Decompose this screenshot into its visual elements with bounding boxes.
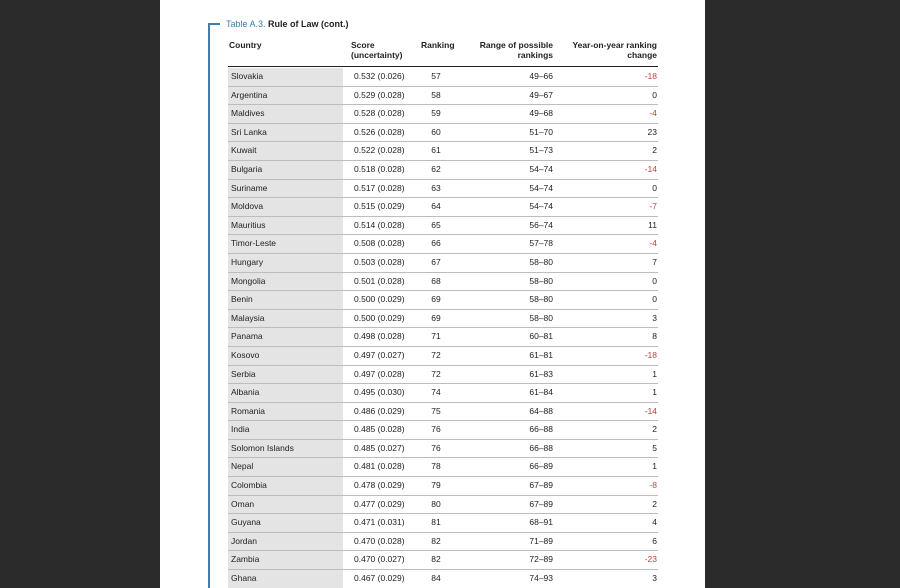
ranking-cell: 75 xyxy=(431,405,441,416)
country-cell: Panama xyxy=(228,328,343,346)
range-cell: 51–70 xyxy=(529,126,553,137)
country-cell: Maldives xyxy=(228,105,343,123)
score-cell: 0.495 (0.030) xyxy=(354,387,405,398)
ranking-cell: 69 xyxy=(431,294,441,305)
range-cell: 64–88 xyxy=(529,405,553,416)
range-cell: 67–89 xyxy=(529,480,553,491)
yoy-change-cell: -4 xyxy=(649,238,657,249)
yoy-change-cell: 7 xyxy=(652,256,657,267)
range-cell: 54–74 xyxy=(529,201,553,212)
table-row xyxy=(228,124,658,143)
range-cell: 66–88 xyxy=(529,442,553,453)
ranking-cell: 82 xyxy=(431,554,441,565)
yoy-change-cell: 3 xyxy=(652,573,657,584)
table-row xyxy=(228,235,658,254)
range-cell: 66–88 xyxy=(529,424,553,435)
table-row xyxy=(228,291,658,310)
country-cell: Jordan xyxy=(228,533,343,551)
range-cell: 61–83 xyxy=(529,368,553,379)
range-cell: 49–68 xyxy=(529,108,553,119)
range-cell: 49–66 xyxy=(529,71,553,81)
country-cell: Romania xyxy=(228,403,343,421)
yoy-change-cell: 8 xyxy=(652,331,657,342)
country-cell: Kuwait xyxy=(228,142,343,160)
table-row xyxy=(228,105,658,124)
ranking-cell: 80 xyxy=(431,498,441,509)
header-yoy-line1: Year-on-year ranking xyxy=(572,40,657,50)
table-row xyxy=(228,328,658,347)
score-cell: 0.470 (0.027) xyxy=(354,554,405,565)
yoy-change-cell: 1 xyxy=(652,387,657,398)
table-row xyxy=(228,458,658,477)
yoy-change-cell: 0 xyxy=(652,275,657,286)
country-cell: Malaysia xyxy=(228,310,343,328)
header-rule xyxy=(228,66,658,67)
country-cell: Mauritius xyxy=(228,217,343,235)
yoy-change-cell: 2 xyxy=(652,424,657,435)
ranking-cell: 69 xyxy=(431,312,441,323)
ranking-cell: 72 xyxy=(431,349,441,360)
table-row xyxy=(228,217,658,236)
ranking-cell: 60 xyxy=(431,126,441,137)
ranking-cell: 62 xyxy=(431,163,441,174)
country-cell: Oman xyxy=(228,496,343,514)
yoy-change-cell: 23 xyxy=(647,126,657,137)
country-cell: Timor-Leste xyxy=(228,235,343,253)
score-cell: 0.528 (0.028) xyxy=(354,108,405,119)
country-cell: Argentina xyxy=(228,87,343,105)
range-cell: 74–93 xyxy=(529,573,553,584)
table-row xyxy=(228,533,658,552)
ranking-cell: 82 xyxy=(431,535,441,546)
table-row xyxy=(228,551,658,570)
range-cell: 56–74 xyxy=(529,219,553,230)
range-cell: 54–74 xyxy=(529,163,553,174)
country-cell: Colombia xyxy=(228,477,343,495)
country-cell: Serbia xyxy=(228,366,343,384)
score-cell: 0.517 (0.028) xyxy=(354,182,405,193)
ranking-cell: 76 xyxy=(431,442,441,453)
table-number: Table A.3. xyxy=(226,19,266,29)
score-cell: 0.500 (0.029) xyxy=(354,294,405,305)
header-country: Country xyxy=(229,40,262,50)
table-row xyxy=(228,68,658,87)
country-cell: Ghana xyxy=(228,570,343,588)
ranking-cell: 76 xyxy=(431,424,441,435)
range-cell: 58–80 xyxy=(529,256,553,267)
country-cell: Mongolia xyxy=(228,273,343,291)
country-cell: Benin xyxy=(228,291,343,309)
ranking-cell: 84 xyxy=(431,573,441,584)
ranking-cell: 74 xyxy=(431,387,441,398)
ranking-cell: 81 xyxy=(431,517,441,528)
country-cell: Suriname xyxy=(228,180,343,198)
table-body xyxy=(228,68,658,588)
table-row xyxy=(228,161,658,180)
table-side-rule xyxy=(208,23,210,588)
ranking-cell: 61 xyxy=(431,145,441,156)
yoy-change-cell: 6 xyxy=(652,535,657,546)
ranking-cell: 65 xyxy=(431,219,441,230)
ranking-cell: 59 xyxy=(431,108,441,119)
score-cell: 0.470 (0.028) xyxy=(354,535,405,546)
table-row xyxy=(228,384,658,403)
yoy-change-cell: 11 xyxy=(648,219,657,230)
score-cell: 0.481 (0.028) xyxy=(354,461,405,472)
header-score xyxy=(351,40,402,60)
header-ranking: Ranking xyxy=(421,40,455,50)
yoy-change-cell: -14 xyxy=(644,405,657,416)
header-yoy-change xyxy=(556,40,657,60)
country-cell: Moldova xyxy=(228,198,343,216)
range-cell: 71–89 xyxy=(529,535,553,546)
table-row xyxy=(228,198,658,217)
score-cell: 0.478 (0.029) xyxy=(354,480,405,491)
score-cell: 0.498 (0.028) xyxy=(354,331,405,342)
table-row xyxy=(228,310,658,329)
table-row xyxy=(228,496,658,515)
range-cell: 54–74 xyxy=(529,182,553,193)
ranking-cell: 78 xyxy=(431,461,441,472)
range-cell: 51–73 xyxy=(529,145,553,156)
range-cell: 58–80 xyxy=(529,294,553,305)
score-cell: 0.529 (0.028) xyxy=(354,89,405,100)
table-row xyxy=(228,570,658,588)
table-row xyxy=(228,180,658,199)
score-cell: 0.501 (0.028) xyxy=(354,275,405,286)
table-row xyxy=(228,273,658,292)
ranking-cell: 79 xyxy=(431,480,441,491)
yoy-change-cell: -7 xyxy=(649,201,657,212)
ranking-cell: 63 xyxy=(431,182,441,193)
yoy-change-cell: 1 xyxy=(652,461,657,472)
score-cell: 0.500 (0.029) xyxy=(354,312,405,323)
range-cell: 60–81 xyxy=(529,331,553,342)
header-score-line2: (uncertainty) xyxy=(351,50,403,60)
score-cell: 0.508 (0.028) xyxy=(354,238,405,249)
yoy-change-cell: -18 xyxy=(644,71,657,81)
table-row xyxy=(228,142,658,161)
score-cell: 0.486 (0.029) xyxy=(354,405,405,416)
header-range-line2: rankings xyxy=(517,50,553,60)
table-row xyxy=(228,421,658,440)
range-cell: 58–80 xyxy=(529,312,553,323)
yoy-change-cell: -18 xyxy=(644,349,657,360)
document-page xyxy=(160,0,705,588)
yoy-change-cell: 2 xyxy=(652,498,657,509)
ranking-cell: 72 xyxy=(431,368,441,379)
yoy-change-cell: -4 xyxy=(649,108,657,119)
table-row xyxy=(228,477,658,496)
ranking-cell: 58 xyxy=(431,89,441,100)
table-row xyxy=(228,254,658,273)
ranking-cell: 57 xyxy=(431,71,441,81)
yoy-change-cell: 5 xyxy=(652,442,657,453)
score-cell: 0.485 (0.027) xyxy=(354,442,405,453)
country-cell: Hungary xyxy=(228,254,343,272)
ranking-cell: 71 xyxy=(431,331,441,342)
range-cell: 61–81 xyxy=(529,349,553,360)
table-row xyxy=(228,403,658,422)
table-row xyxy=(228,366,658,385)
score-cell: 0.477 (0.029) xyxy=(354,498,405,509)
yoy-change-cell: 0 xyxy=(652,89,657,100)
country-cell: Albania xyxy=(228,384,343,402)
ranking-cell: 64 xyxy=(431,201,441,212)
range-cell: 66–89 xyxy=(529,461,553,472)
ranking-cell: 68 xyxy=(431,275,441,286)
score-cell: 0.515 (0.029) xyxy=(354,201,405,212)
country-cell: Slovakia xyxy=(228,68,343,86)
range-cell: 49–67 xyxy=(529,89,553,100)
header-range-line1: Range of possible xyxy=(479,40,553,50)
yoy-change-cell: 4 xyxy=(652,517,657,528)
yoy-change-cell: 2 xyxy=(652,145,657,156)
yoy-change-cell: 3 xyxy=(652,312,657,323)
range-cell: 67–89 xyxy=(529,498,553,509)
yoy-change-cell: -14 xyxy=(644,163,657,174)
country-cell: Kosovo xyxy=(228,347,343,365)
country-cell: Bulgaria xyxy=(228,161,343,179)
range-cell: 61–84 xyxy=(529,387,553,398)
country-cell: India xyxy=(228,421,343,439)
ranking-cell: 66 xyxy=(431,238,441,249)
header-yoy-line2: change xyxy=(627,50,657,60)
range-cell: 57–78 xyxy=(529,238,553,249)
table-title xyxy=(226,19,349,30)
country-cell: Nepal xyxy=(228,458,343,476)
score-cell: 0.497 (0.027) xyxy=(354,349,405,360)
score-cell: 0.532 (0.026) xyxy=(354,71,405,81)
score-cell: 0.514 (0.028) xyxy=(354,219,405,230)
yoy-change-cell: 0 xyxy=(652,294,657,305)
country-cell: Sri Lanka xyxy=(228,124,343,142)
table-row xyxy=(228,87,658,106)
score-cell: 0.485 (0.028) xyxy=(354,424,405,435)
score-cell: 0.471 (0.031) xyxy=(354,517,405,528)
score-cell: 0.467 (0.029) xyxy=(354,573,405,584)
header-range xyxy=(470,40,553,60)
score-cell: 0.522 (0.028) xyxy=(354,145,405,156)
score-cell: 0.503 (0.028) xyxy=(354,256,405,267)
yoy-change-cell: 0 xyxy=(652,182,657,193)
range-cell: 58–80 xyxy=(529,275,553,286)
country-cell: Zambia xyxy=(228,551,343,569)
country-cell: Guyana xyxy=(228,514,343,532)
table-row xyxy=(228,440,658,459)
country-cell: Solomon Islands xyxy=(228,440,343,458)
score-cell: 0.518 (0.028) xyxy=(354,163,405,174)
table-name: Rule of Law (cont.) xyxy=(268,19,349,29)
yoy-change-cell: 1 xyxy=(652,368,657,379)
ranking-cell: 67 xyxy=(431,256,441,267)
header-score-line1: Score xyxy=(351,40,375,50)
range-cell: 72–89 xyxy=(529,554,553,565)
yoy-change-cell: -8 xyxy=(649,480,657,491)
table-row xyxy=(228,514,658,533)
table-row xyxy=(228,347,658,366)
score-cell: 0.497 (0.028) xyxy=(354,368,405,379)
yoy-change-cell: -23 xyxy=(644,554,657,565)
score-cell: 0.526 (0.028) xyxy=(354,126,405,137)
range-cell: 68–91 xyxy=(529,517,553,528)
